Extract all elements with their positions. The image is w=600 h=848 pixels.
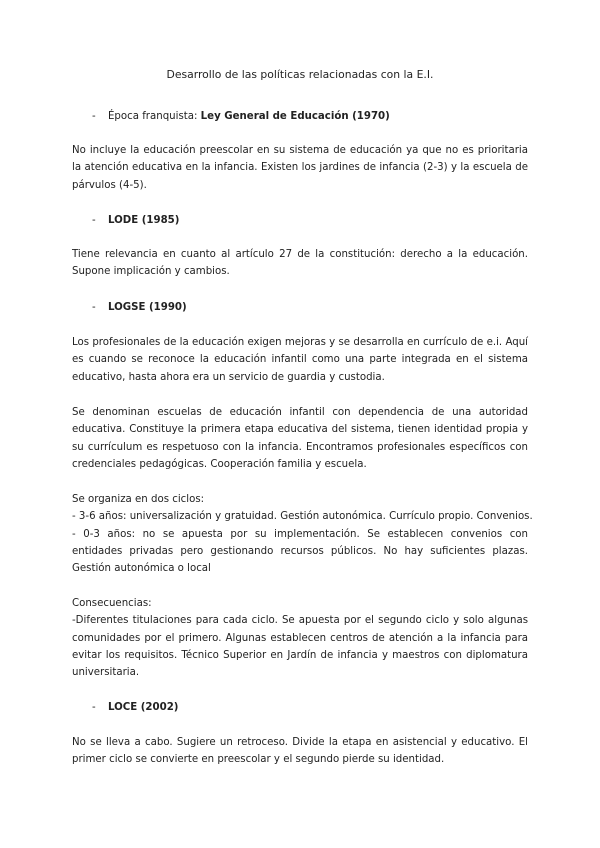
section-heading-franquista bbox=[108, 108, 390, 125]
cycle-3-6: - 3-6 años: universalización y gratuidad. Gestión autonómica. Currículo propio. Convenios. bbox=[72, 511, 533, 523]
cycles-section bbox=[72, 491, 533, 577]
paragraph-loce: No se lleva a cabo. Sugiere un retroceso. Divide la etapa en asistencial y educativo. El primer ciclo se convierte en preescolar y el segundo pierde su identidad. bbox=[72, 737, 528, 766]
bullet-dash: - bbox=[92, 215, 96, 226]
section-heading-logse: LOGSE (1990) bbox=[108, 302, 187, 313]
cycle-0-3: - 0-3 años: no se apuesta por su implementación. Se establecen convenios con entidades privadas pero gestionando recursos públicos. No hay suficientes plazas. Gestión autonómica o local bbox=[72, 528, 528, 575]
paragraph-logse-2: Se denominan escuelas de educación infantil con dependencia de una autoridad educativa. Constituye la primera etapa educativa del sistema, tienen identidad propia y su currículum es respetuoso con la infancia. Encontramos profesionales específicos con credenciales pedagógicas. Cooperación familia y escuela. bbox=[72, 407, 528, 470]
heading-prefix: Época franquista: bbox=[108, 111, 201, 122]
cycles-intro: Se organiza en dos ciclos: bbox=[72, 494, 205, 505]
bullet-dash: - bbox=[92, 302, 96, 313]
bullet-dash: - bbox=[92, 702, 96, 713]
consequences-intro: Consecuencias: bbox=[72, 598, 152, 609]
section-heading-loce: LOCE (2002) bbox=[108, 702, 179, 713]
paragraph-lode: Tiene relevancia en cuanto al artículo 27 de la constitución: derecho a la educación. Supone implicación y cambios. bbox=[72, 249, 528, 278]
bullet-dash: - bbox=[92, 111, 96, 122]
section-heading-lode: LODE (1985) bbox=[108, 215, 180, 226]
document-title: Desarrollo de las políticas relacionadas con la E.I. bbox=[166, 68, 434, 81]
consequences-text: -Diferentes titulaciones para cada ciclo. Se apuesta por el segundo ciclo y solo algunas comunidades por el primero. Algunas establecen centros de atención a la infancia para evitar los requisitos. Técnico Superior en Jardín de infancia y maestros con diplomatura universitaria. bbox=[72, 615, 528, 679]
paragraph-logse-1: Los profesionales de la educación exigen mejoras y se desarrolla en currículo de e.i. Aquí es cuando se reconoce la educación infantil como una parte integrada en el sistema educativo, hasta ahora era un servicio de guardia y custodia. bbox=[72, 337, 528, 383]
paragraph-franquista: No incluye la educación preescolar en su sistema de educación ya que no es prioritaria la atención educativa en la infancia. Existen los jardines de infancia (2-3) y la escuela de párvulos (4-5). bbox=[72, 145, 528, 191]
consequences-section bbox=[72, 595, 528, 681]
heading-law-name: Ley General de Educación (1970) bbox=[200, 111, 390, 122]
